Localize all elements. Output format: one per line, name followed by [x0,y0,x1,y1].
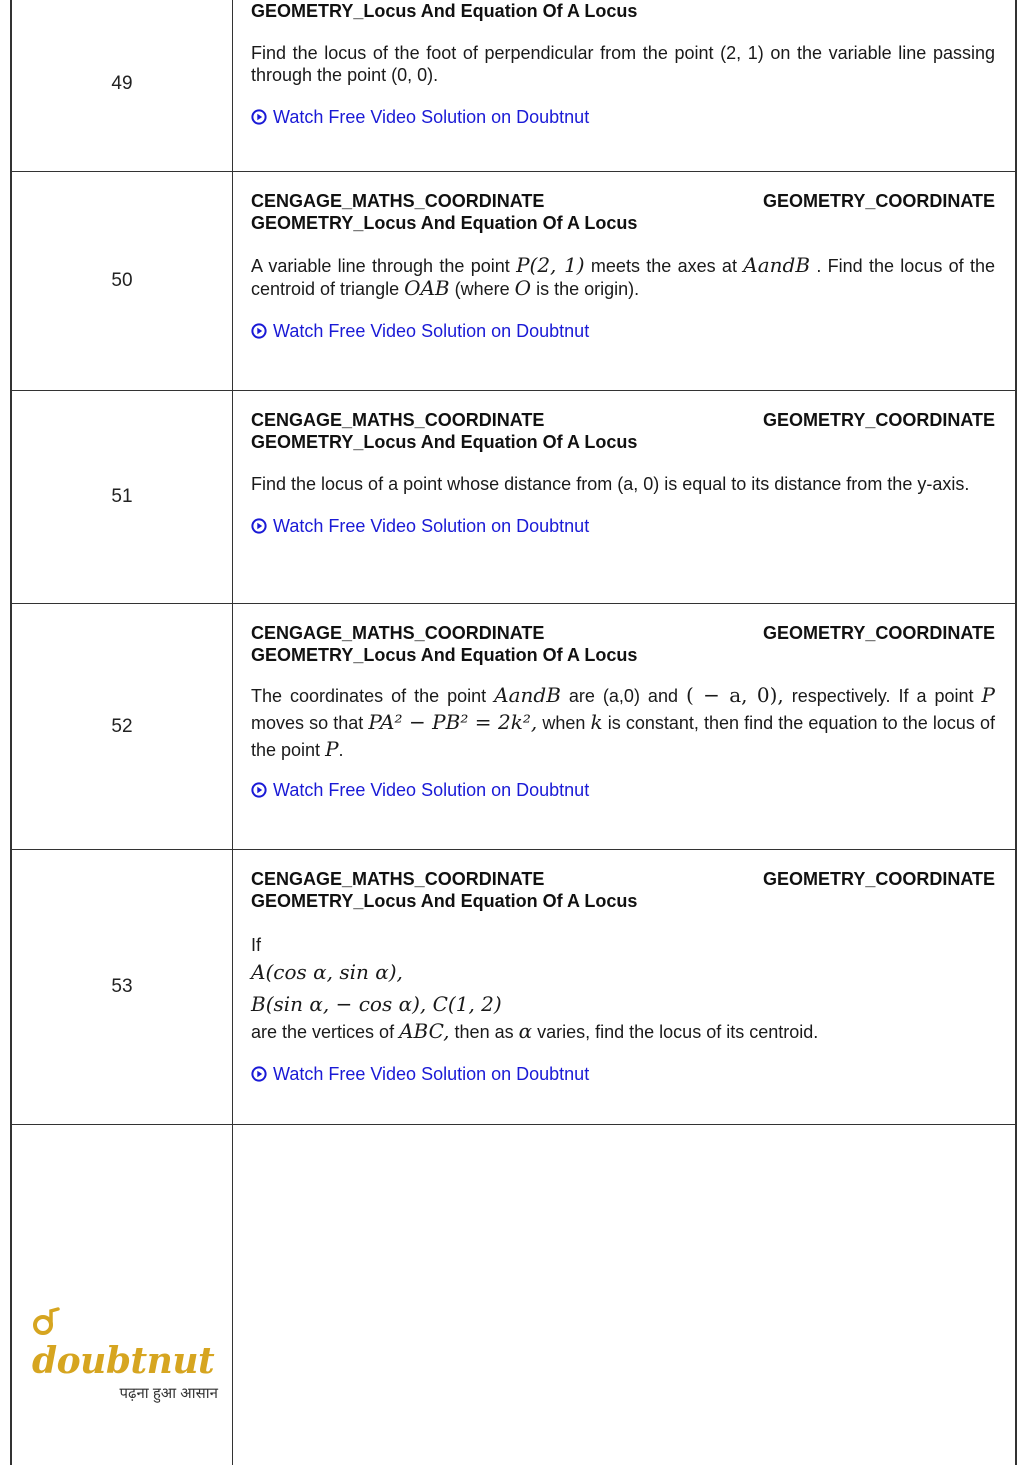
play-circle-icon [251,782,267,798]
question-row [12,850,1015,1125]
question-number: 51 [12,391,233,603]
category-line: GEOMETRY_Locus And Equation Of A Locus [251,891,638,911]
question-number: 49 [12,0,233,171]
watch-video-link[interactable] [251,779,589,801]
category-block [251,409,995,453]
category-right: GEOMETRY_COORDINATE [762,191,995,211]
question-text: A variable line through the point P(2, 1) meets the axes at AandB . Find the locus of the centroid of triangle OAB (where O is the origin). [251,253,995,300]
play-circle-icon [251,109,267,125]
category-line: GEOMETRY_Locus And Equation Of A Locus [251,432,638,452]
category-block [251,622,995,666]
category-left: CENGAGE_MATHS_COORDINATE [251,869,545,889]
question-row [12,391,1015,604]
category-block [251,868,995,912]
question-number: 52 [12,604,233,849]
watch-video-label: Watch Free Video Solution on Doubtnut [273,516,590,536]
watch-video-label: Watch Free Video Solution on Doubtnut [273,1064,590,1084]
logo-cell [12,1125,233,1465]
category-right: GEOMETRY_COORDINATE [762,623,995,643]
questions-table [10,0,1017,1465]
logo-tagline: पढ़ना हुआ आसान [119,1385,218,1402]
question-row [12,172,1015,391]
watch-video-link[interactable] [251,106,589,128]
question-text: The coordinates of the point AandB are (a,0) and ( − a, 0), respectively. If a point P moves so that PA² − PB² = 2k², when k is constant, then find the equation to the locus of the point P. [251,683,995,761]
watch-video-label: Watch Free Video Solution on Doubtnut [273,780,590,800]
logo-row [12,1125,1015,1465]
play-circle-icon [251,323,267,339]
category-line: GEOMETRY_Locus And Equation Of A Locus [251,1,638,21]
question-number: 50 [12,172,233,390]
question-content [233,172,1015,390]
logo-wordmark: doubtnut [32,1301,222,1381]
play-circle-icon [251,518,267,534]
category-line: GEOMETRY_Locus And Equation Of A Locus [251,645,638,665]
watch-video-link[interactable] [251,1063,589,1085]
play-circle-icon [251,1066,267,1082]
category-block [251,190,995,234]
question-content [233,604,1015,849]
question-text: Find the locus of a point whose distance from (a, 0) is equal to its distance from the y-axis. [251,474,970,494]
question-number: 53 [12,850,233,1124]
question-text: Find the locus of the foot of perpendicular from the point (2, 1) on the variable line passing through the point (0, 0). [251,43,995,85]
question-row [12,0,1015,172]
question-text: If A(cos α, sin α), B(sin α, − cos α), C(1, 2) are the vertices of ABC, then as α varies, find the locus of its centroid. [251,935,819,1043]
category-left: CENGAGE_MATHS_COORDINATE [251,623,545,643]
category-left: CENGAGE_MATHS_COORDINATE [251,410,545,430]
watch-video-link[interactable] [251,515,589,537]
question-content [233,850,1015,1124]
question-content [233,0,1015,171]
watch-video-label: Watch Free Video Solution on Doubtnut [273,107,590,127]
question-content [233,391,1015,603]
empty-cell [233,1125,1015,1465]
watch-video-link[interactable] [251,320,589,342]
category-left: CENGAGE_MATHS_COORDINATE [251,191,545,211]
category-right: GEOMETRY_COORDINATE [762,410,995,430]
doubtnut-logo [32,1301,222,1403]
category-right: GEOMETRY_COORDINATE [762,869,995,889]
watch-video-label: Watch Free Video Solution on Doubtnut [273,321,590,341]
category-line: GEOMETRY_Locus And Equation Of A Locus [251,213,638,233]
question-row [12,604,1015,850]
music-note-icon [32,1307,60,1337]
